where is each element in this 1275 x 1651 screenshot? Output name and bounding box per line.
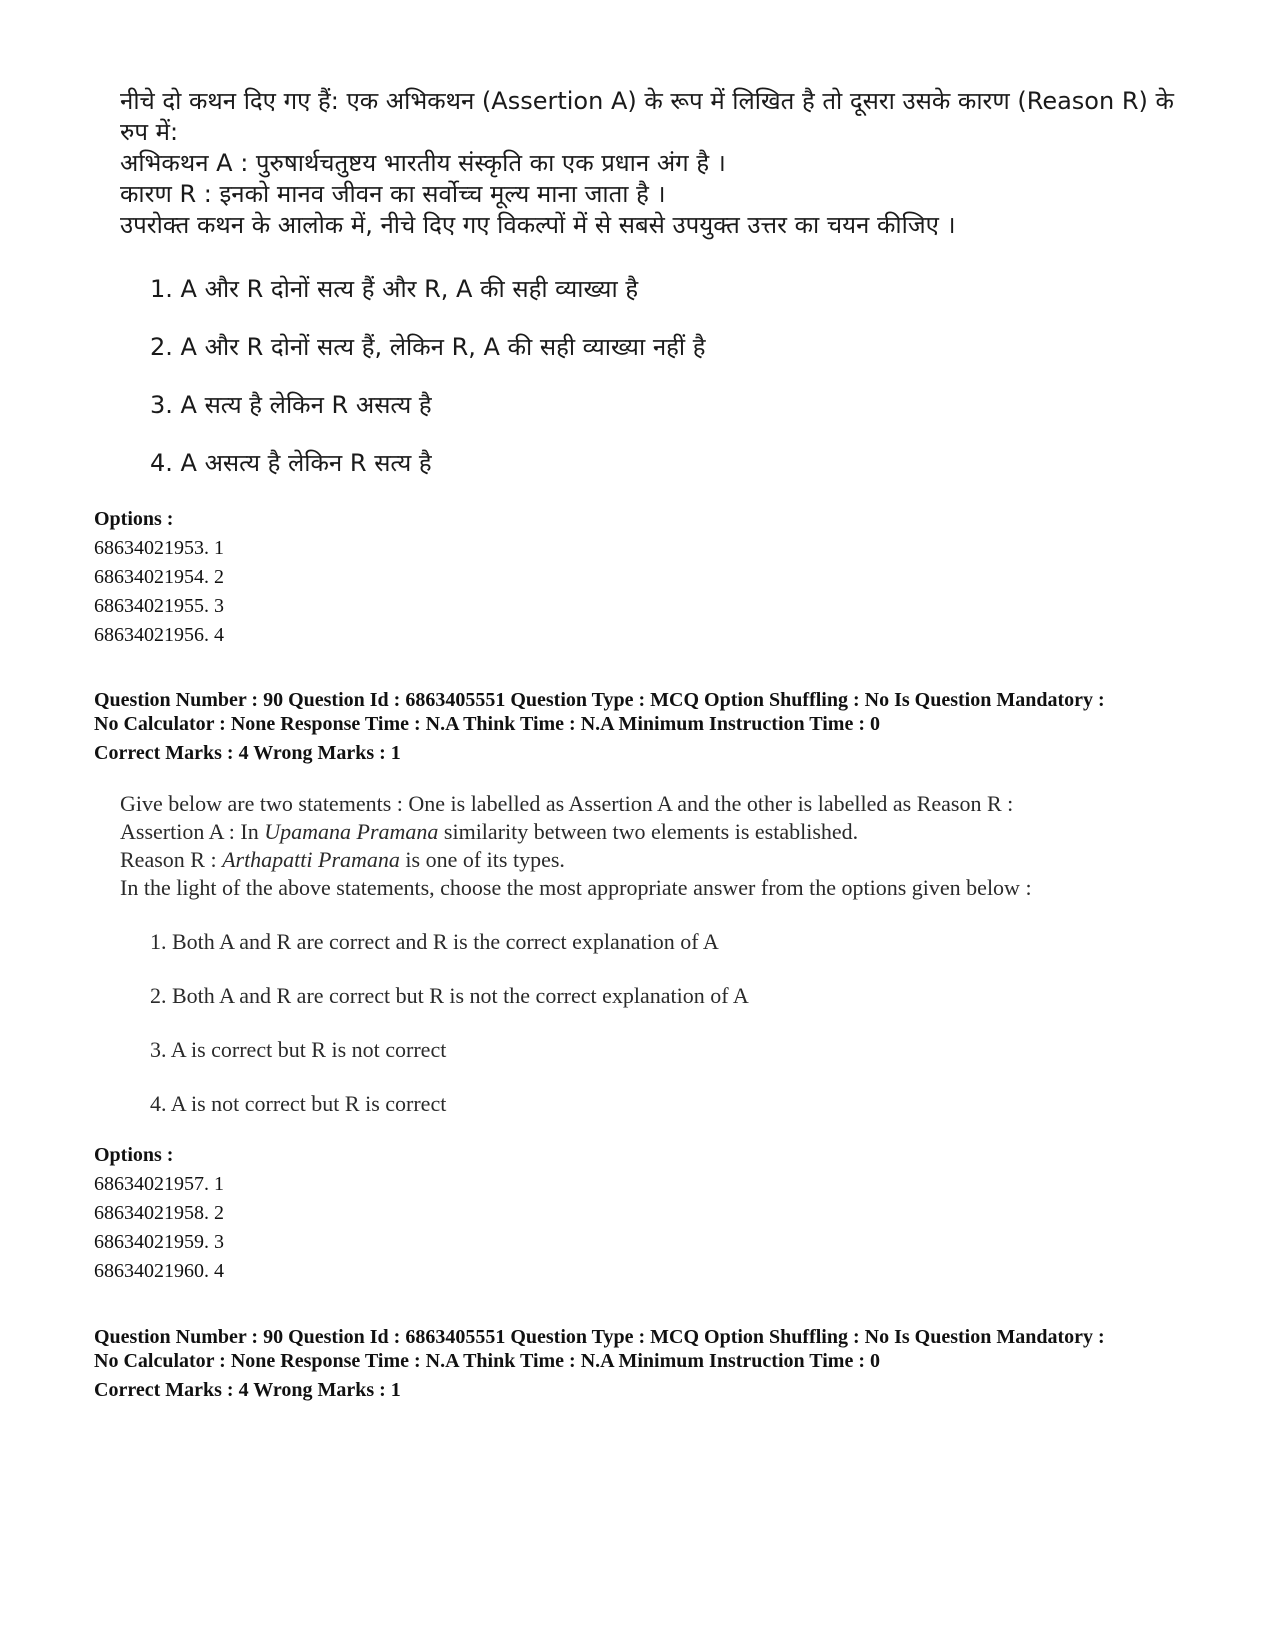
english-question-stem (120, 790, 1200, 902)
option-id: 68634021956. 4 (94, 624, 224, 646)
options-heading: Options : (94, 1144, 174, 1166)
option-id: 68634021954. 2 (94, 566, 224, 588)
assertion-suffix: similarity between two elements is established. (438, 819, 859, 844)
reason-suffix: is one of its types. (399, 847, 565, 872)
assertion-prefix: Assertion A : In (120, 819, 265, 844)
english-stem-line: In the light of the above statements, choose the most appropriate answer from the options given below : (120, 875, 1032, 900)
option-id: 68634021957. 1 (94, 1173, 224, 1195)
english-stem-line (120, 846, 1200, 874)
hindi-stem-line: नीचे दो कथन दिए गए हैं: एक अभिकथन (Assertion A) के रूप में लिखित है तो दूसरा उसके कारण (Reason R) के (120, 87, 1174, 115)
question-meta (94, 688, 1214, 765)
question-meta (94, 1325, 1214, 1402)
marks-line: Correct Marks : 4 Wrong Marks : 1 (94, 742, 401, 764)
question-meta-line-2: No Calculator : None Response Time : N.A Think Time : N.A Minimum Instruction Time : 0 (94, 713, 880, 735)
hindi-stem-line: कारण R : इनको मानव जीवन का सर्वोच्च मूल्य माना जाता है । (120, 180, 666, 208)
english-stem-line (120, 818, 1200, 846)
hindi-stem-line: उपरोक्त कथन के आलोक में, नीचे दिए गए विकल्पों में से सबसे उपयुक्त उत्तर का चयन कीजिए । (120, 211, 956, 239)
option-id: 68634021958. 2 (94, 1202, 224, 1224)
question-meta-line-1: Question Number : 90 Question Id : 6863405551 Question Type : MCQ Option Shuffling : No Is Question Mandatory : (94, 689, 1105, 711)
english-choice-3: 3. A is correct but R is not correct (150, 1037, 447, 1062)
assertion-term: Upamana Pramana (264, 819, 439, 844)
english-choice-1: 1. Both A and R are correct and R is the correct explanation of A (150, 929, 719, 954)
options-heading: Options : (94, 508, 174, 530)
hindi-question-stem (120, 86, 1180, 241)
english-choice-2: 2. Both A and R are correct but R is not the correct explanation of A (150, 983, 749, 1008)
question-meta-line-2: No Calculator : None Response Time : N.A Think Time : N.A Minimum Instruction Time : 0 (94, 1350, 880, 1372)
english-stem-line: Give below are two statements : One is labelled as Assertion A and the other is labelled as Reason R : (120, 791, 1014, 816)
english-choice-4: 4. A is not correct but R is correct (150, 1091, 447, 1116)
option-id: 68634021960. 4 (94, 1260, 224, 1282)
marks-line: Correct Marks : 4 Wrong Marks : 1 (94, 1379, 401, 1401)
option-id: 68634021955. 3 (94, 595, 224, 617)
option-id: 68634021959. 3 (94, 1231, 224, 1253)
hindi-choice-2: 2. A और R दोनों सत्य हैं, लेकिन R, A की सही व्याख्या नहीं है (150, 333, 706, 361)
hindi-stem-line: अभिकथन A : पुरुषार्थचतुष्टय भारतीय संस्कृति का एक प्रधान अंग है । (120, 149, 726, 177)
option-id: 68634021953. 1 (94, 537, 224, 559)
hindi-choice-1: 1. A और R दोनों सत्य हैं और R, A की सही व्याख्या है (150, 275, 639, 303)
question-meta-line-1: Question Number : 90 Question Id : 6863405551 Question Type : MCQ Option Shuffling : No Is Question Mandatory : (94, 1326, 1105, 1348)
hindi-choice-3: 3. A सत्य है लेकिन R असत्य है (150, 391, 432, 419)
hindi-stem-line: रुप में: (120, 118, 179, 146)
reason-prefix: Reason R : (120, 847, 223, 872)
reason-term: Arthapatti Pramana (222, 847, 400, 872)
hindi-choice-4: 4. A असत्य है लेकिन R सत्य है (150, 449, 432, 477)
